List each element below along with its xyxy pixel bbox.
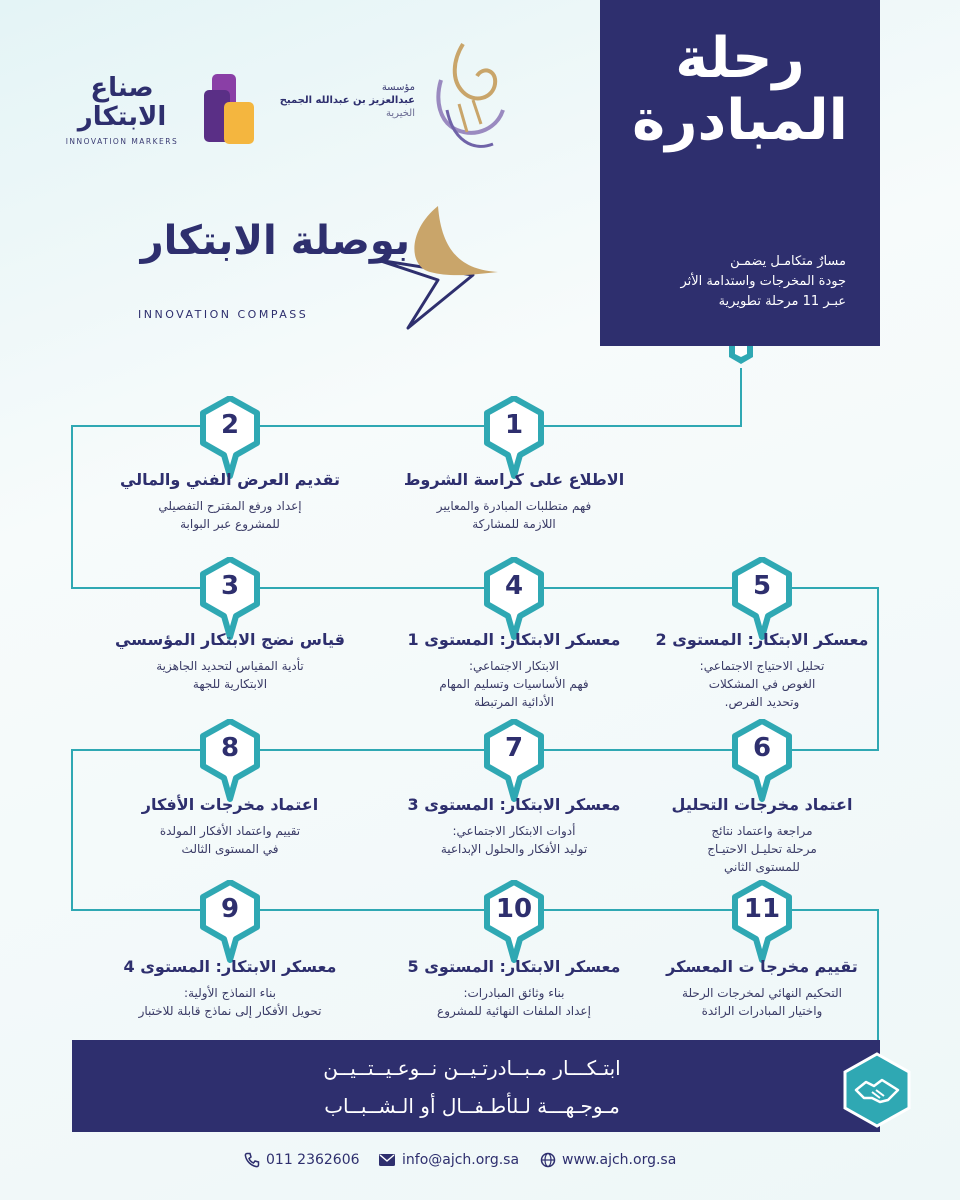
step-7-marker <box>482 719 546 803</box>
subtitle-line-1: مسارٌ متكامـل يضمـن <box>730 254 846 269</box>
step-8-marker <box>198 719 262 803</box>
step-number: 8 <box>220 733 240 763</box>
step-6-title: اعتماد مخرجات التحليل <box>671 795 853 814</box>
step-9-title: معسكر الابتكار: المستوى 4 <box>123 957 337 976</box>
banner-line-1: ابتـكـــار مـبــادرتـيــن نــوعـيــتــيــن <box>323 1056 621 1080</box>
step-7-title: معسكر الابتكار: المستوى 3 <box>407 795 621 814</box>
step-2-title: تقديم العرض الفني والمالي <box>119 470 341 489</box>
step-2-description: إعداد ورفع المقترح التفصيلي للمشروع عبر البوابة <box>158 499 302 531</box>
step-2-marker <box>198 396 262 480</box>
step-5-marker <box>730 557 794 641</box>
contact-bar <box>240 1152 720 1176</box>
step-11-marker <box>730 880 794 964</box>
handshake-icon <box>842 1052 912 1128</box>
website-text: www.ajch.org.sa <box>562 1152 677 1168</box>
step-5-description: تحليل الاحتياج الاجتماعي: الغوص في المشكلات وتحديد الفرص. <box>699 659 825 709</box>
step-number: 9 <box>220 894 240 924</box>
foundation-calligraphy-icon <box>423 40 513 158</box>
step-3-description: تأدية المقياس لتحديد الجاهزية الابتكارية للجهة <box>156 659 304 691</box>
compass-logo-arabic: بوصلة الابتكار <box>140 218 410 264</box>
step-1-marker <box>482 396 546 480</box>
bottom-banner <box>72 1040 880 1132</box>
step-3-marker <box>198 557 262 641</box>
step-10-title: معسكر الابتكار: المستوى 5 <box>407 957 621 976</box>
step-4-title: معسكر الابتكار: المستوى 1 <box>407 630 621 649</box>
step-number: 2 <box>220 410 240 440</box>
foundation-logo <box>255 40 510 160</box>
step-1-title: الاطلاع على كراسة الشروط <box>403 470 625 489</box>
step-number: 1 <box>504 410 524 440</box>
journey-title-text: رحلة المبادرة <box>632 26 848 153</box>
journey-subtitle <box>610 252 846 312</box>
step-6-marker <box>730 719 794 803</box>
step-number: 11 <box>743 894 781 924</box>
step-4-marker <box>482 557 546 641</box>
step-number: 7 <box>504 733 524 763</box>
innovation-compass-logo <box>100 200 520 340</box>
step-3-title: قياس نضج الابتكار المؤسسي <box>114 630 346 649</box>
website-contact[interactable] <box>540 1152 676 1168</box>
email-contact[interactable] <box>378 1152 519 1168</box>
step-6-description: مراجعة واعتماد نتائج مرحلة تحليـل الاحتيـاج للمستوى الثاني <box>707 824 817 874</box>
step-8-title: اعتماد مخرجات الأفكار <box>141 795 319 814</box>
step-10-description: بناء وثائق المبادرات: إعداد الملفات النهائية للمشروع <box>437 986 591 1018</box>
compass-mark-icon <box>368 200 518 340</box>
step-11-title: تقييم مخرجا ت المعسكر <box>666 957 858 976</box>
step-7-description: أدوات الابتكار الاجتماعي: توليد الأفكار والحلول الإبداعية <box>440 824 588 856</box>
step-5-title: معسكر الابتكار: المستوى 2 <box>655 630 869 649</box>
phone-contact[interactable] <box>244 1152 360 1168</box>
title-panel <box>600 0 880 346</box>
banner-line-2: مـوجـهـــة لـلأطـفــال أو الـشــبــاب <box>324 1094 620 1118</box>
step-4-description: الابتكار الاجتماعي: فهم الأساسيات وتسليم المهام الأدائية المرتبطة <box>439 659 589 709</box>
step-number: 6 <box>752 733 772 763</box>
compass-logo-english: INNOVATION COMPASS <box>138 308 309 321</box>
makers-mark-icon <box>202 72 258 148</box>
step-number: 10 <box>495 894 533 924</box>
step-number: 4 <box>504 571 524 601</box>
foundation-line-2: عبدالعزيز بن عبدالله الجميح <box>279 95 415 106</box>
phone-text: 011 2362606 <box>266 1152 360 1168</box>
step-9-marker <box>198 880 262 964</box>
makers-logo-arabic: صناع الابتكار <box>77 73 167 132</box>
step-number: 5 <box>752 571 772 601</box>
step-9-description: بناء النماذج الأولية: تحويل الأفكار إلى نماذج قابلة للاختبار <box>138 986 322 1018</box>
foundation-line-1: مؤسسة <box>381 82 415 93</box>
journey-title <box>600 28 880 151</box>
step-8-description: تقييم واعتماد الأفكار المولدة في المستوى الثالث <box>159 824 301 856</box>
step-number: 3 <box>220 571 240 601</box>
makers-logo-english: INNOVATION MARKERS <box>65 137 179 147</box>
email-text: info@ajch.org.sa <box>402 1152 520 1168</box>
step-11-description: التحكيم النهائي لمخرجات الرحلة واختيار المبادرات الرائدة <box>682 986 842 1018</box>
subtitle-line-2: جودة المخرجات واستدامة الأثر <box>680 274 846 290</box>
step-1-description: فهم متطلبات المبادرة والمعايير اللازمة للمشاركة <box>436 499 592 531</box>
step-10-marker <box>482 880 546 964</box>
phone-icon <box>244 1152 260 1168</box>
subtitle-line-3: عبـر 11 مرحلة تطويرية <box>718 294 846 310</box>
innovation-makers-logo <box>62 66 252 156</box>
globe-icon <box>540 1152 556 1168</box>
foundation-line-3: الخيرية <box>386 108 415 119</box>
envelope-icon <box>378 1153 396 1167</box>
